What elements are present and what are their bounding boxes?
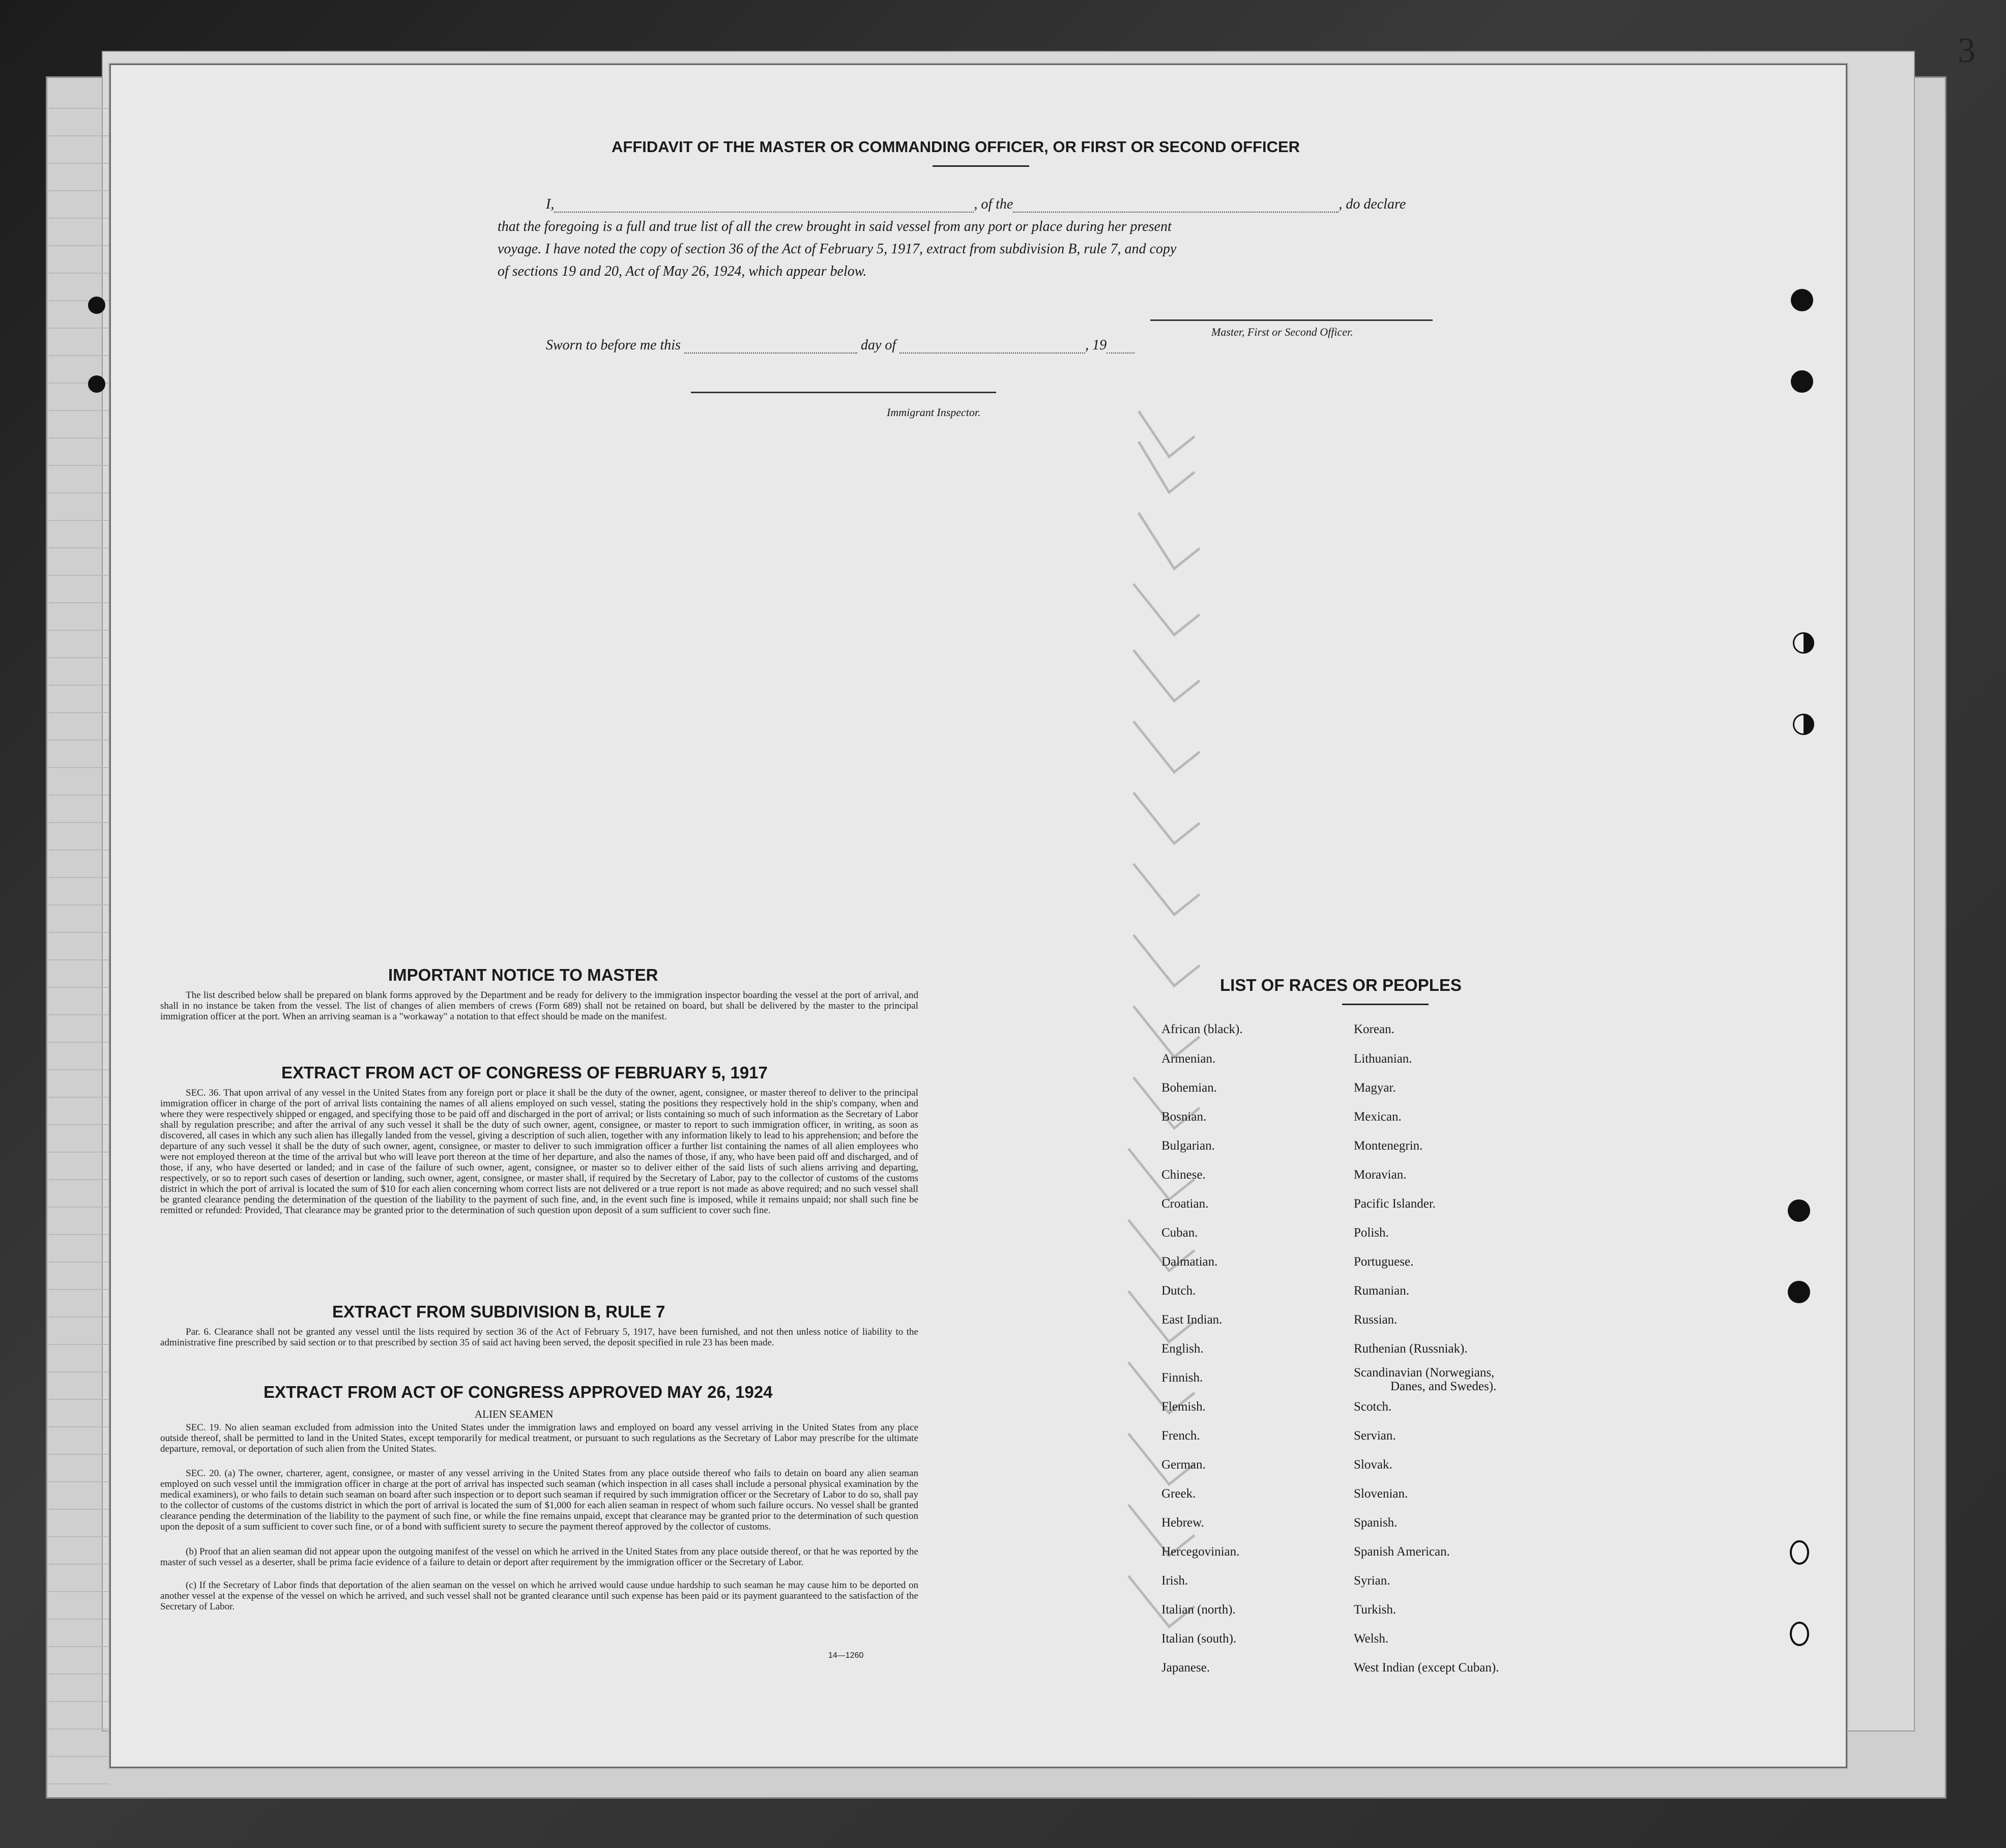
binder-hole-icon: [1790, 1622, 1809, 1646]
race-right-12: Scandinavian (Norwegians,: [1354, 1366, 1495, 1380]
binder-hole-icon: [1788, 1199, 1810, 1222]
extract-1924-sec19: SEC. 19. No alien seaman excluded from admission into the United States under the immigration laws and employed on board any vessel arriving in the United States from any place outside thereof, shall be permitted to land in the United States, except temporarily for medical treatment, or pursuant to such regulations as the Secretary of Labor may prescribe for the ultimate departure, removal, or deportation of such alien from the United States.: [160, 1422, 918, 1454]
affidavit-line-1: [546, 196, 1513, 213]
extract-1924-title: EXTRACT FROM ACT OF CONGRESS APPROVED MAY 26, 1924: [264, 1383, 773, 1401]
vessel-name-field[interactable]: [1013, 212, 1339, 213]
race-left-10: East Indian.: [1161, 1313, 1223, 1327]
binder-hole-icon: [1791, 370, 1813, 393]
race-left-3: Bosnian.: [1161, 1110, 1207, 1124]
race-left-13: Flemish.: [1161, 1400, 1206, 1414]
race-left-22: Japanese.: [1161, 1661, 1210, 1675]
race-right-9: Rumanian.: [1354, 1284, 1410, 1298]
race-right-7: Polish.: [1354, 1226, 1389, 1240]
race-right-5: Moravian.: [1354, 1168, 1407, 1182]
sworn-day-field[interactable]: [684, 353, 857, 354]
race-right-20: Syrian.: [1354, 1574, 1390, 1588]
extract-rule7-body: Par. 6. Clearance shall not be granted any vessel until the lists required by section 36 of the Act of February 5, 1917, have been furnished, and not then unless notice of liability to the administrative fine prescribed by said section or to that prescribed by section 35 of said act having been served, the deposit specified in rule 23 has been made.: [160, 1327, 918, 1348]
declare-suffix: , do declare: [1339, 196, 1406, 212]
races-title-underline: [1342, 1004, 1429, 1005]
extract-1924-sec20a: SEC. 20. (a) The owner, charterer, agent, consignee, or master of any vessel arriving in the United States from any place outside thereof who fails to detain on board any alien seaman employed on such vessel until the immigration officer in charge at the port of arrival has inspected such seaman (which inspection in all cases shall include a personal physical examination by the medical examiners), or who fails to detain such seaman on board after such inspection or to deport such seaman if required by such immigration officer or the Secretary of Labor to do so, shall pay to the collector of customs of the customs district in which the port of arrival is located the sum of $1,000 for each alien seaman in respect of whom such failure occurs. No vessel shall be granted clearance pending the determination of the liability to the payment of such fine, or while the fine remains unpaid, except that clearance may be granted prior to the determination of such question upon the deposit of a sum sufficient to cover such fine, or of a bond with sufficient surety to secure the payment thereof approved by the collector of customs.: [160, 1468, 918, 1532]
extract-1924-sec20c: (c) If the Secretary of Labor finds that deportation of the alien seaman on the vessel on which he arrived would cause undue hardship to such seaman he may cause him to be deported on another vessel at the expense of the vessel on which he arrived, and such vessel shall not be granted clearance until such expense has been paid or its payment guaranteed to the satisfaction of the Secretary of Labor.: [160, 1580, 918, 1612]
race-right-23: West Indian (except Cuban).: [1354, 1661, 1499, 1675]
ruled-sheet-edge: [48, 81, 109, 1796]
affidavit-line-3: voyage. I have noted the copy of section 36 of the Act of February 5, 1917, extract from subdivision B, rule 7, and copy: [498, 241, 1177, 257]
race-right-21: Turkish.: [1354, 1603, 1397, 1617]
race-left-16: Greek.: [1161, 1487, 1196, 1501]
affidavit-title: AFFIDAVIT OF THE MASTER OR COMMANDING OFFICER, OR FIRST OR SECOND OFFICER: [612, 138, 1300, 156]
race-left-12: Finnish.: [1161, 1371, 1203, 1385]
sworn-line: [546, 337, 1135, 354]
sworn-prefix: Sworn to before me this: [546, 337, 681, 353]
form-code: 14—1260: [828, 1651, 864, 1660]
race-left-20: Italian (north).: [1161, 1603, 1236, 1617]
declarant-name-field[interactable]: [554, 212, 974, 213]
binder-hole-icon: [1788, 1281, 1810, 1303]
race-left-4: Bulgarian.: [1161, 1139, 1215, 1153]
race-right-10: Russian.: [1354, 1313, 1398, 1327]
vessel-prefix: , of the: [974, 196, 1013, 212]
race-left-9: Dutch.: [1161, 1284, 1196, 1298]
race-right-6: Pacific Islander.: [1354, 1197, 1436, 1211]
race-right-4: Montenegrin.: [1354, 1139, 1423, 1153]
race-right-13: Danes, and Swedes).: [1390, 1380, 1497, 1393]
title-underline: [933, 165, 1029, 167]
sworn-month-field[interactable]: [899, 353, 1085, 354]
race-right-1: Lithuanian.: [1354, 1052, 1412, 1066]
page-number: 3: [1958, 31, 1975, 70]
race-right-11: Ruthenian (Russniak).: [1354, 1342, 1468, 1356]
affidavit-line-2: that the foregoing is a full and true list of all the crew brought in said vessel from any port or place during her present: [498, 219, 1172, 234]
race-left-11: English.: [1161, 1342, 1204, 1356]
master-signature-label: Master, First or Second Officer.: [1211, 326, 1353, 338]
race-right-0: Korean.: [1354, 1022, 1394, 1036]
binder-hole-icon: [88, 375, 105, 393]
race-left-7: Cuban.: [1161, 1226, 1198, 1240]
sworn-year-field[interactable]: [1107, 353, 1135, 354]
race-left-8: Dalmatian.: [1161, 1255, 1218, 1269]
race-left-1: Armenian.: [1161, 1052, 1216, 1066]
race-left-21: Italian (south).: [1161, 1632, 1237, 1646]
declarant-prefix: I,: [546, 196, 555, 212]
extract-rule7-title: EXTRACT FROM SUBDIVISION B, RULE 7: [332, 1302, 665, 1321]
binder-hole-icon: [1793, 632, 1814, 654]
race-right-2: Magyar.: [1354, 1081, 1396, 1095]
race-right-3: Mexican.: [1354, 1110, 1402, 1124]
race-right-17: Slovenian.: [1354, 1487, 1408, 1501]
race-right-8: Portuguese.: [1354, 1255, 1414, 1269]
extract-1924-subtitle: ALIEN SEAMEN: [475, 1408, 554, 1420]
race-right-14: Scotch.: [1354, 1400, 1392, 1414]
inspector-signature-line[interactable]: [691, 392, 996, 393]
race-left-18: Hercegovinian.: [1161, 1545, 1240, 1559]
race-left-15: German.: [1161, 1458, 1206, 1472]
sworn-suffix: , 19: [1085, 337, 1107, 353]
extract-1924-sec20b: (b) Proof that an alien seaman did not appear upon the outgoing manifest of the vessel on which he arrived in the United States from any place outside thereof, or that he was reported by the master of such vessel as a deserter, shall be prima facie evidence of a failure to detain or deport after requirement by the immigration officer or the Secretary of Labor.: [160, 1546, 918, 1568]
race-left-2: Bohemian.: [1161, 1081, 1217, 1095]
extract-1917-body: SEC. 36. That upon arrival of any vessel in the United States from any foreign port or place it shall be the duty of the owner, agent, consignee, or master thereof to deliver to the principal immigration officer in charge of the port of arrival lists containing the names of all aliens employed on such vessel, stating the positions they respectively hold in the ship's company, when and where they were respectively shipped or engaged, and specifying those to be paid off and discharged in the port of arrival; or lists containing so much of such information as the Secretary of Labor shall by regulation prescribe; and after the arrival of any such vessel it shall be the duty of such owner, agent, consignee, or master to report to such immigration officer, in writing, as soon as discovered, all cases in which any such alien has illegally landed from the vessel, giving a description of such alien, together with any information likely to lead to his apprehension; and before the departure of any such vessel it shall be the duty of such owner, agent, consignee, or master to deliver to such immigration officer a further list containing the names of all alien employees who were not employed thereon at the time of the arrival but who will leave port thereon at the time of her departure, and also the names of those, if any, who have been paid off and discharged, and of those, if any, who have deserted or landed; and in case of the failure of such owner, agent, consignee, or master so to deliver either of the said lists of such aliens arriving and departing, respectively, or so to report such cases of desertion or landing, such owner, agent, consignee, or master shall, if required by the Secretary of Labor, pay to the collector of customs of the customs district in which the port of arrival is located the sum of $10 for each alien concerning whom correct lists are not delivered or a true report is not made as above required; and no such vessel shall be granted clearance pending the determination of the question of the liability to the payment of such fine, and, in the event such fine is imposed, while it remains unpaid; nor shall such fine be remitted or refunded: Provided, That clearance may be granted prior to the determination of such question upon deposit of a sum sufficient to cover such fine.: [160, 1088, 918, 1216]
affidavit-line-4: of sections 19 and 20, Act of May 26, 1924, which appear below.: [498, 263, 867, 279]
race-left-17: Hebrew.: [1161, 1516, 1204, 1530]
race-left-19: Irish.: [1161, 1574, 1188, 1588]
sworn-mid: day of: [860, 337, 896, 353]
master-signature-line[interactable]: [1150, 319, 1433, 321]
notice-title: IMPORTANT NOTICE TO MASTER: [388, 965, 658, 984]
binder-hole-icon: [88, 297, 105, 314]
race-left-0: African (black).: [1161, 1022, 1243, 1036]
manifest-back-page: [109, 64, 1847, 1768]
races-title: LIST OF RACES OR PEOPLES: [1220, 976, 1462, 994]
race-right-15: Servian.: [1354, 1429, 1396, 1443]
inspector-signature-label: Immigrant Inspector.: [887, 406, 981, 419]
race-left-5: Chinese.: [1161, 1168, 1206, 1182]
notice-body: The list described below shall be prepared on blank forms approved by the Department and be ready for delivery to the immigration inspector boarding the vessel at the port of arrival, and shall in no instance be taken from the vessel. The list of changes of alien members of crews (Form 689) shall not be retained on board, but shall be delivered by the master to the principal immigration officer at the port. When an arriving seaman is a "workaway" a notation to that effect should be made on the manifest.: [160, 990, 918, 1022]
race-right-16: Slovak.: [1354, 1458, 1392, 1472]
race-right-19: Spanish American.: [1354, 1545, 1450, 1559]
race-left-14: French.: [1161, 1429, 1200, 1443]
binder-hole-icon: [1790, 1540, 1809, 1565]
race-right-22: Welsh.: [1354, 1632, 1389, 1646]
binder-hole-icon: [1791, 289, 1813, 311]
extract-1917-title: EXTRACT FROM ACT OF CONGRESS OF FEBRUARY 5, 1917: [281, 1063, 768, 1082]
race-right-18: Spanish.: [1354, 1516, 1398, 1530]
race-left-6: Croatian.: [1161, 1197, 1209, 1211]
binder-hole-icon: [1793, 714, 1814, 735]
